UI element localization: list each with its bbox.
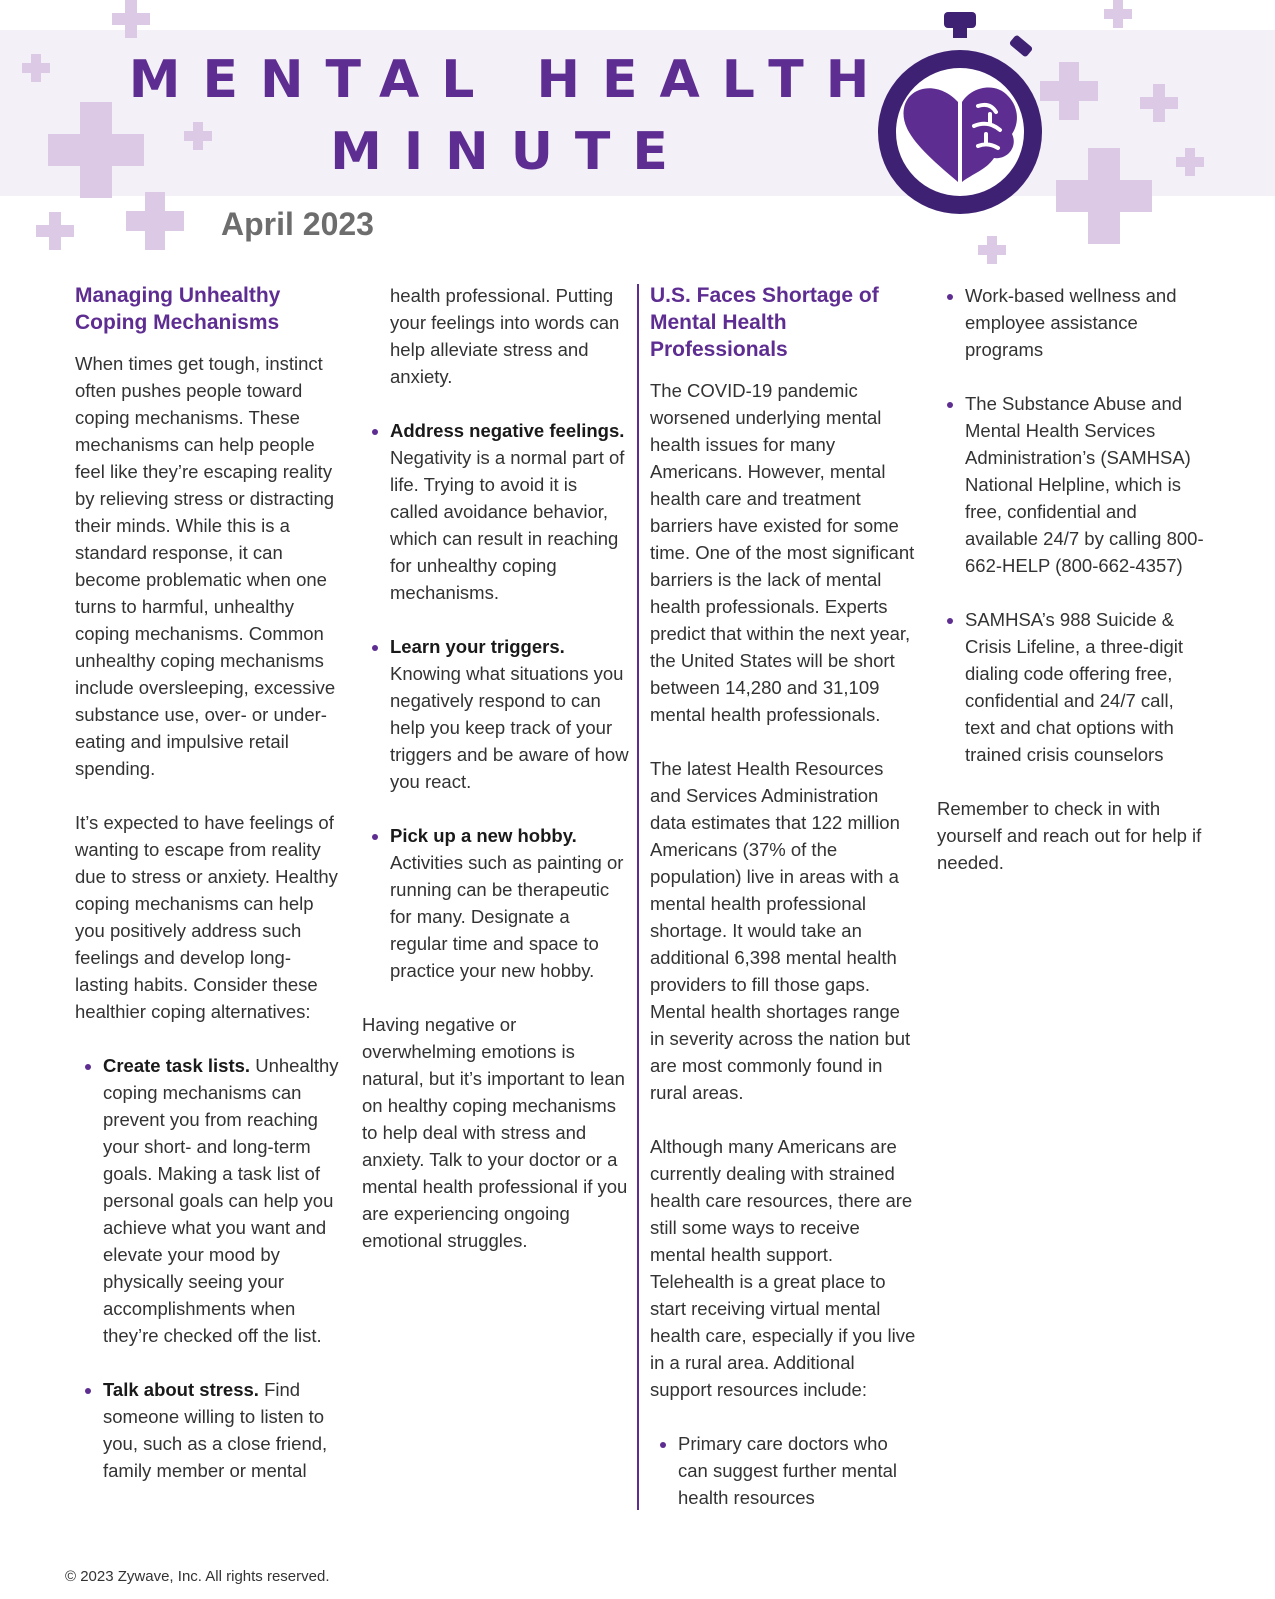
paragraph: It’s expected to have feelings of wanting to escape from reality due to stress or anxiety. Healthy coping mechanisms can help you positively address such feelings and develop long-lasting habits. Consider these healthier coping alternatives: [75,812,338,1022]
issue-date: April 2023 [221,206,374,242]
plus-decoration [1104,0,1132,28]
paragraph: Remember to check in with yourself and reach out for help if needed. [937,798,1202,873]
bullet-lead: Talk about stress. [103,1379,259,1400]
list-item: • Primary care doctors who can suggest further mental health resources [678,1430,918,1511]
list-item [390,417,630,606]
newsletter-title-line1: MENTAL HEALTH [128,50,892,110]
plus-decoration [112,0,150,38]
paragraph: When times get tough, instinct often pushes people toward coping mechanisms. These mechanisms can help people feel like they’re escaping reality by relieving stress or distracting their minds. While this is a standard response, it can become problematic when one turns to harmful, unhealthy coping mechanisms. Common unhealthy coping mechanisms include oversleeping, excessive substance use, over- or under-eating and impulsive retail spending. [75,353,336,779]
bullet-text: Find someone willing to listen to you, such as a close friend, family member or mental [103,1379,328,1481]
stopwatch-heart-brain-icon [860,10,1060,225]
plus-decoration [36,212,74,250]
bullet-text: Unhealthy coping mechanisms can prevent you from reaching your short- and long-term goals. Making a task list of personal goals can help you achieve what you want and elevate your mood by physically seeing your accomplishments when they’re checked off the list. [103,1055,339,1346]
plus-decoration [1140,84,1178,122]
plus-decoration [126,192,184,250]
copyright-notice: © 2023 Zywave, Inc. All rights reserved. [65,1568,330,1585]
list-item [390,633,630,795]
bullet-lead: Create task lists. [103,1055,251,1076]
article-heading: U.S. Faces Shortage of Mental Health Professionals [650,284,879,361]
bullet-text: Activities such as painting or running can be therapeutic for many. Designate a regular time and space to practice your new hobby. [390,852,624,981]
paragraph: Although many Americans are currently dealing with strained health care resources, there are still some ways to receive mental health support. Telehealth is a great place to start receiving virtual mental health care, especially if you live in a rural area. Additional support resources include: [650,1136,916,1400]
column-4 [937,282,1205,903]
bullet-list [362,417,630,984]
newsletter-title-line2: MINUTE [330,122,690,182]
list-item [103,1052,343,1349]
list-item: • SAMHSA’s 988 Suicide & Crisis Lifeline, a three-digit dialing code offering free, confidential and 24/7 call, text and chat options with trained crisis counselors [965,606,1205,768]
bullet-lead: Address negative feelings. [390,420,625,441]
list-item [103,1376,343,1484]
column-2 [362,282,630,1281]
list-item: • The Substance Abuse and Mental Health Services Administration’s (SAMHSA) National Helpline, which is free, confidential and available 24/7 by calling 800-662-HELP (800-662-4357) [965,390,1205,579]
bullet-lead: Pick up a new hobby. [390,825,577,846]
bullet-text: Negativity is a normal part of life. Trying to avoid it is called avoidance behavior, which can result in reaching for unhealthy coping mechanisms. [390,447,625,603]
column-3 [650,282,918,1538]
paragraph: The COVID-19 pandemic worsened underlying mental health issues for many Americans. However, mental health care and treatment barriers have existed for some time. One of the most significant barriers is the lack of mental health professionals. Experts predict that within the next year, the United States will be short between 14,280 and 31,109 mental health professionals. [650,380,915,725]
bullet-list [937,282,1205,768]
article-heading: Managing Unhealthy Coping Mechanisms [75,284,281,334]
bullet-list [650,1430,918,1511]
plus-decoration [1176,148,1204,176]
paragraph: Having negative or overwhelming emotions is natural, but it’s important to lean on healthy coping mechanisms to help deal with stress and anxiety. Talk to your doctor or a mental health professional if you are experiencing ongoing emotional struggles. [362,1014,628,1251]
bullet-lead: Learn your triggers. [390,636,565,657]
bullet-list [75,1052,343,1484]
plus-decoration [978,236,1006,264]
list-item: • Work-based wellness and employee assistance programs [965,282,1205,363]
column-1 [75,282,343,1511]
column-divider [637,284,639,1510]
plus-decoration [1056,148,1152,244]
paragraph: The latest Health Resources and Services Administration data estimates that 122 million Americans (37% of the population) live in areas with a mental health professional shortage. It would take an additional 6,398 mental health providers to fill those gaps. Mental health shortages range in severity across the nation but are most commonly found in rural areas. [650,758,911,1103]
paragraph-continued: health professional. Putting your feelings into words can help alleviate stress and anxiety. [390,285,620,387]
list-item [390,822,630,984]
bullet-text: Knowing what situations you negatively respond to can help you keep track of your triggers and be aware of how you react. [390,663,629,792]
